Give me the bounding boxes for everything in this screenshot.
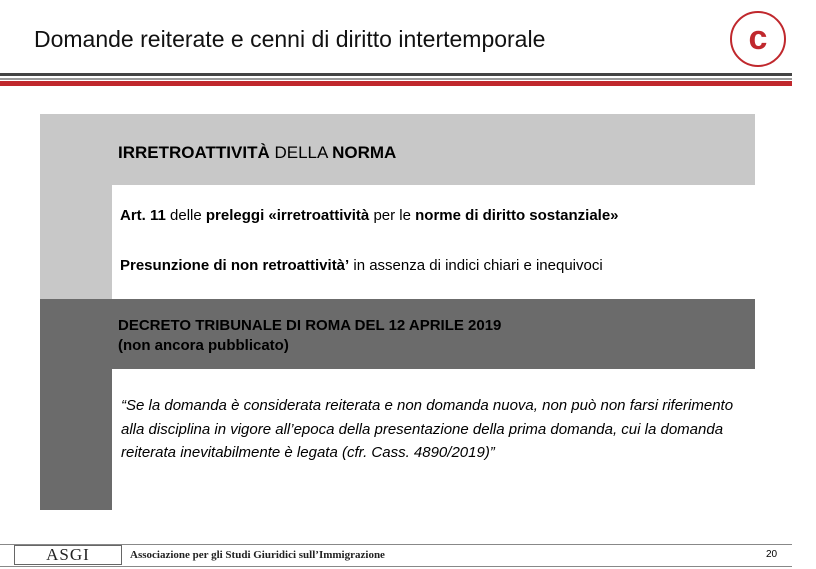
footer-rule-bottom: [0, 566, 792, 567]
section1-heading: [118, 143, 396, 163]
p1-bold-c: preleggi «irretroattività: [205, 207, 370, 224]
p2-normal-b: in assenza di indici chiari e inequivoci: [349, 257, 603, 274]
section2-heading-line2: (non ancora pubblicato): [118, 337, 289, 354]
p1-normal-b: delle: [165, 207, 206, 224]
section2-quote: “Se la domanda è considerata reiterata e non domanda nuova, non può non farsi riferimento alla disciplina in vigore all’epoca della presentazione della prima domanda, cui la domanda reiterata inevitabilmente è legata (cfr. Cass. 4890/2019)”: [121, 397, 734, 461]
heading-normal: DELLA: [269, 143, 333, 162]
p1-bold-e: norme di diritto sostanziale»: [415, 207, 619, 224]
logo-letter: c: [748, 19, 768, 57]
header-rule-gray: [0, 78, 792, 80]
header-rule-red: [0, 81, 792, 86]
section2-heading: [118, 316, 501, 356]
decorative-block-dark-left: [40, 369, 112, 510]
slide-title: Domande reiterate e cenni di diritto intertemporale: [34, 26, 546, 52]
section1-paragraph-2: [120, 257, 603, 274]
heading-bold-2: NORMA: [332, 143, 397, 162]
page-number: 20: [766, 549, 778, 560]
footer-org-name: Associazione per gli Studi Giuridici sull’Immigrazione: [130, 549, 385, 561]
asgi-logo: ASGI: [14, 545, 122, 565]
heading-bold-1: IRRETROATTIVITÀ: [118, 143, 270, 162]
section2-heading-line1: DECRETO TRIBUNALE DI ROMA DEL 12 APRILE 2019: [118, 317, 502, 334]
p1-bold-a: Art. 11: [120, 207, 166, 224]
decorative-block-light-left: [40, 114, 112, 300]
section1-paragraph-1: [120, 207, 619, 224]
p2-bold-a: Presunzione di non retroattività’: [120, 257, 350, 274]
p1-normal-d: per le: [369, 207, 416, 224]
header-rule-dark: [0, 73, 792, 76]
logo-c-icon: [730, 11, 786, 67]
